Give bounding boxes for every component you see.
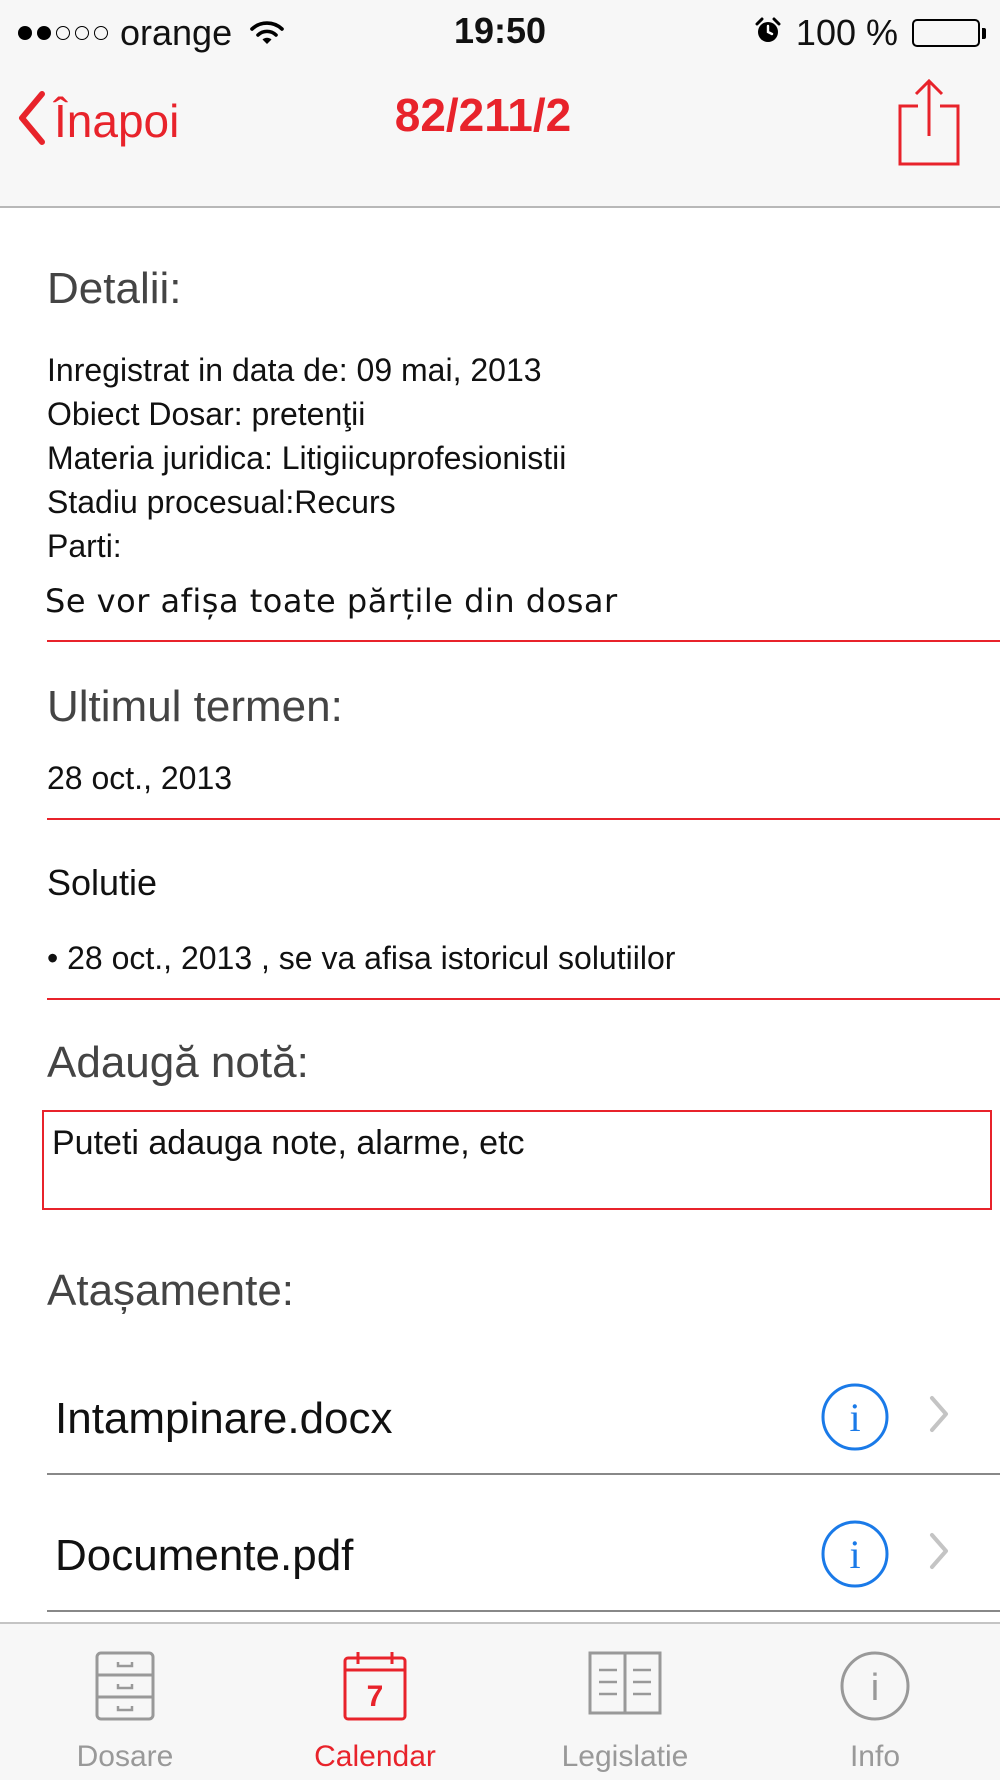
- battery-icon: [912, 19, 986, 47]
- file-cabinet-icon: [0, 1650, 250, 1722]
- attachment-name: Intampinare.docx: [55, 1394, 393, 1443]
- status-bar: [0, 0, 1000, 64]
- case-details-content[interactable]: [0, 208, 1000, 1622]
- divider: [47, 1610, 1000, 1612]
- attachment-row[interactable]: [0, 1485, 1000, 1619]
- note-input[interactable]: Puteti adauga note, alarme, etc: [42, 1110, 992, 1210]
- svg-text:i: i: [849, 1395, 861, 1440]
- tab-legislatie[interactable]: [500, 1624, 750, 1780]
- chevron-right-icon: [928, 1394, 950, 1439]
- tab-info[interactable]: [750, 1624, 1000, 1780]
- tab-dosare[interactable]: [0, 1624, 250, 1780]
- procedural-stage: Stadiu procesual:Recurs: [47, 484, 396, 520]
- tab-bar: [0, 1622, 1000, 1780]
- last-term-title: Ultimul termen:: [47, 682, 343, 731]
- solution-title: Solutie: [47, 862, 158, 903]
- divider: [47, 998, 1000, 1000]
- navigation-bar: [0, 64, 1000, 208]
- calendar-icon: [250, 1650, 500, 1722]
- info-button[interactable]: [820, 1382, 890, 1457]
- tab-label: Info: [849, 1740, 901, 1773]
- carrier-name: orange: [120, 12, 233, 53]
- share-button[interactable]: [896, 76, 962, 173]
- chevron-right-icon: [928, 1531, 950, 1576]
- parties-label: Parti:: [47, 528, 122, 564]
- solution-item: • 28 oct., 2013 , se va afisa istoricul solutiilor: [47, 940, 676, 976]
- status-right: [754, 12, 986, 54]
- last-term-date: 28 oct., 2013: [47, 760, 233, 796]
- page-title: 82/211/2: [394, 89, 572, 141]
- book-icon: [500, 1650, 750, 1716]
- back-label: Înapoi: [54, 94, 180, 147]
- tab-label: Legislatie: [561, 1740, 689, 1773]
- attachment-name: Documente.pdf: [55, 1531, 354, 1580]
- divider: [47, 640, 1000, 642]
- tab-label: Calendar: [314, 1740, 436, 1773]
- legal-matter: Materia juridica: Litigiicuprofesionistii: [47, 440, 567, 476]
- add-note-title: Adaugă notă:: [47, 1038, 309, 1087]
- info-glyph: i: [870, 1667, 880, 1709]
- attachments-title: Atașamente:: [47, 1266, 295, 1315]
- info-icon: [750, 1650, 1000, 1722]
- attachment-row[interactable]: [0, 1348, 1000, 1482]
- tab-calendar[interactable]: [250, 1624, 500, 1780]
- status-time: 19:50: [453, 10, 547, 51]
- info-circle-icon: [820, 1532, 890, 1593]
- calendar-day-number: 7: [366, 1680, 384, 1713]
- info-button[interactable]: [820, 1519, 890, 1594]
- divider: [47, 1473, 1000, 1475]
- info-circle-icon: [820, 1395, 890, 1456]
- tab-label: Dosare: [76, 1740, 174, 1773]
- divider: [47, 818, 1000, 820]
- alarm-clock-icon: [754, 17, 782, 50]
- case-object: Obiect Dosar: pretenţii: [47, 396, 366, 432]
- svg-text:i: i: [849, 1532, 861, 1577]
- registered-date: Inregistrat in data de: 09 mai, 2013: [47, 352, 542, 388]
- parties-note: Se vor afișa toate părțile din dosar: [45, 582, 618, 620]
- details-title: Detalii:: [47, 264, 182, 313]
- battery-percent: 100 %: [795, 12, 898, 53]
- share-icon: [896, 155, 962, 172]
